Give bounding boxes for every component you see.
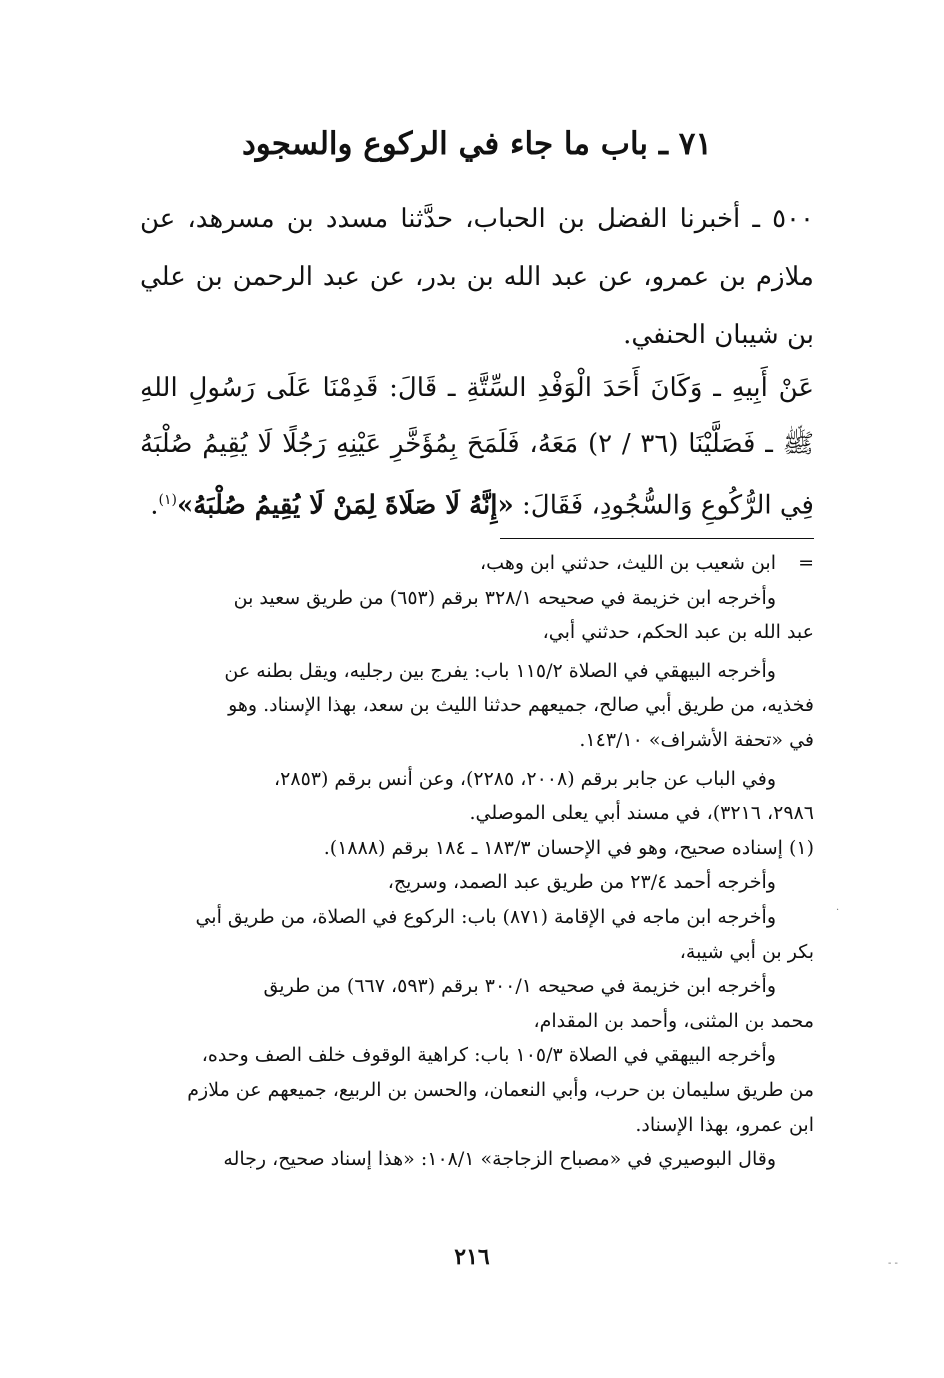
footnote-line: وأخرجه ابن ماجه في الإقامة (٨٧١) باب: الركوع في الصلاة، من طريق أبي	[195, 905, 776, 928]
footnote-line: = ابن شعيب بن الليث، حدثني ابن وهب،	[118, 546, 814, 581]
hadith-isnad: ٥٠٠ ـ أخبرنا الفضل بن الحباب، حدَّثنا مسدد بن مسرهد، عن ملازم بن عمرو، عن عبد الله بن بدر، عن عبد الرحمن بن علي بن شيبان الحنفي.	[140, 204, 814, 350]
hadith-matn	[140, 360, 814, 534]
footnote-line: وأخرجه ابن خزيمة في صحيحه ٣٢٨/١ برقم (٦٥٣) من طريق سعيد بن	[233, 586, 776, 609]
scan-speck: ·	[836, 905, 840, 916]
scan-speck: - -	[888, 1258, 898, 1269]
hadith-prophetic-quote: «إِنَّهُ لَا صَلَاةَ لِمَنْ لَا يُقِيمُ صُلْبَهُ»	[176, 490, 514, 521]
footnote-line: وأخرجه أحمد ٢٣/٤ من طريق عبد الصمد، وسريج،	[387, 871, 776, 894]
chapter-title: ٧١ ـ باب ما جاء في الركوع والسجود	[241, 126, 713, 162]
footnote-line: وأخرجه ابن خزيمة في صحيحه ٣٠٠/١ برقم (٥٩٣، ٦٦٧) من طريق	[263, 975, 776, 998]
footnote-line: ٢٩٨٦، ٣٢١٦)، في مسند أبي يعلى الموصلي.	[469, 802, 814, 825]
footnote-line: وفي الباب عن جابر برقم (٢٠٠٨، ٢٢٨٥)، وعن أنس برقم (٢٨٥٣،	[274, 767, 776, 790]
page-number: ٢١٦	[454, 1244, 490, 1270]
footnote-separator	[500, 538, 814, 539]
footnote-line: محمد بن المثنى، وأحمد بن المقدام،	[533, 1009, 814, 1032]
footnote-line: بكر بن أبي شيبة،	[679, 940, 814, 963]
footnote-line: عبد الله بن عبد الحكم، حدثني أبي،	[542, 621, 814, 644]
footnote-line-numbered: (١) إسناده صحيح، وهو في الإحسان ١٨٣/٣ ـ ١٨٤ برقم (١٨٨٨).	[323, 836, 814, 859]
continuation-mark: =	[798, 552, 814, 574]
footnote-line: من طريق سليمان بن حرب، وأبي النعمان، والحسن بن الربيع، جميعهم عن ملازم	[187, 1078, 814, 1101]
footnote-line: في «تحفة الأشراف» ١٤٣/١٠.	[579, 728, 814, 751]
footnote-line: فخذيه، من طريق أبي صالح، جميعهم حدثنا الليث بن سعد، بهذا الإسناد. وهو	[228, 694, 814, 717]
footnotes	[118, 546, 814, 1177]
footnote-line: ابن عمرو، بهذا الإسناد.	[635, 1113, 814, 1136]
footnote-line: وأخرجه البيهقي في الصلاة ١١٥/٢ باب: يفرج بين رجليه، ويقل بطنه عن	[224, 659, 776, 682]
hadith-matn-text: عَنْ أَبِيهِ ـ وَكَانَ أَحَدَ الْوَفْدِ السِّتَّةِ ـ قَالَ: قَدِمْنَا عَلَى رَسُولِ اللهِ ﷺ ـ فَصَلَّيْنَا (٣٦ / ٢) مَعَهُ، فَلَمَحَ بِمُؤَخَّرِ عَيْنِهِ رَجُلًا لَا يُقِيمُ صُلْبَهُ فِي الرُّكُوعِ وَالسُّجُودِ، فَقَالَ:	[140, 373, 814, 521]
footnote-reference: (١)	[158, 492, 177, 508]
footnote-line: وقال البوصيري في «مصباح الزجاجة» ١٠٨/١: «هذا إسناد صحيح، رجاله	[223, 1148, 776, 1171]
hadith-matn-end: .	[150, 490, 159, 521]
footnote-line: وأخرجه البيهقي في الصلاة ١٠٥/٣ باب: كراهية الوقوف خلف الصف وحده،	[201, 1044, 776, 1067]
